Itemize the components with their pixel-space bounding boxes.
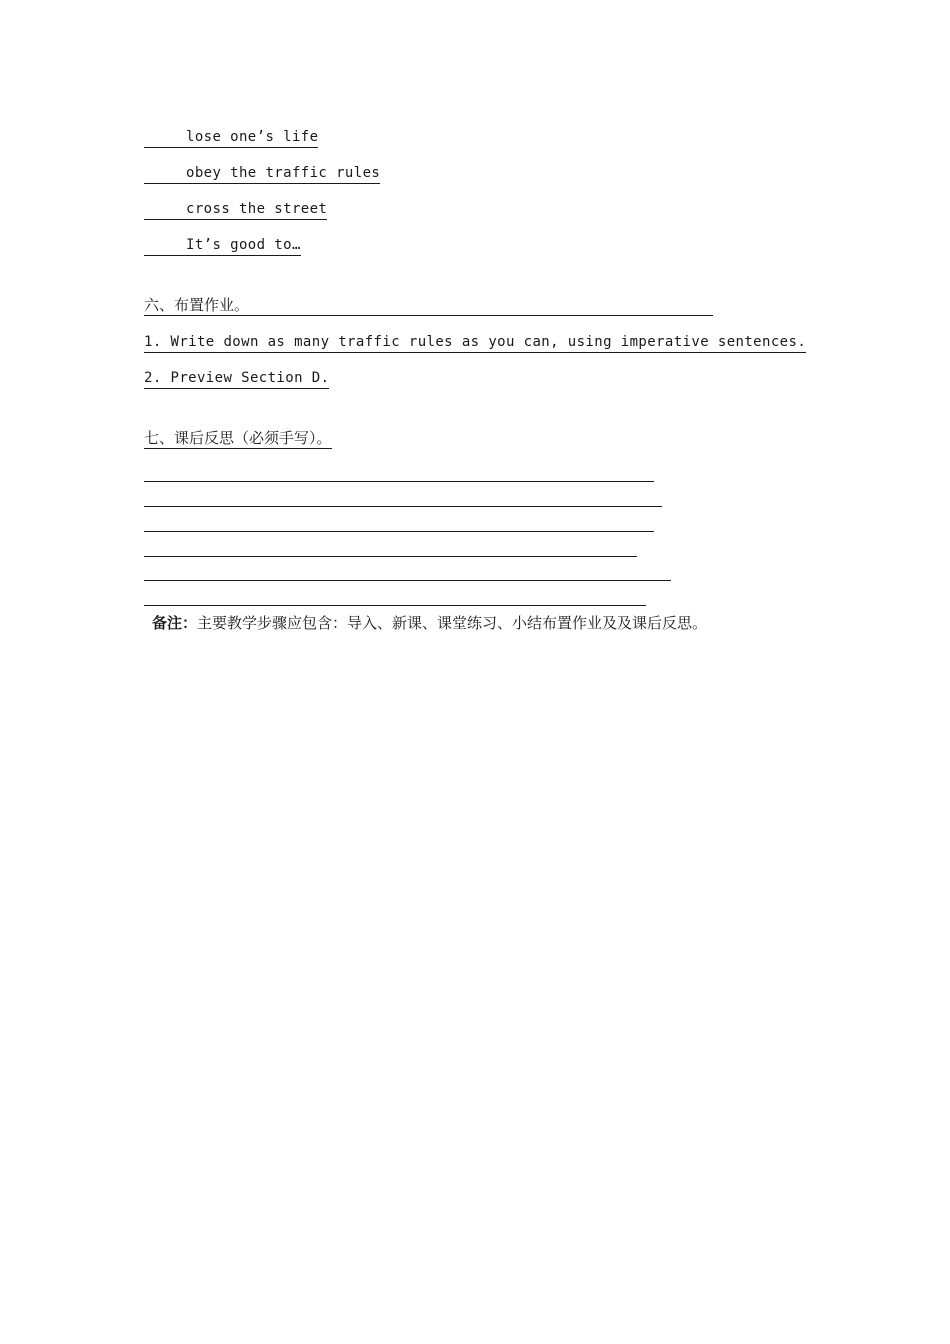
reflection-blank-line: [144, 580, 671, 581]
note: [152, 614, 707, 632]
reflection-heading: 七、课后反思（必须手写）。: [144, 429, 332, 447]
phrase-item: It’s good to…: [144, 236, 301, 256]
note-label: 备注：: [152, 614, 198, 632]
homework-item: 2. Preview Section D.: [144, 369, 329, 389]
reflection-blank-line: [144, 605, 646, 606]
homework-item: 1. Write down as many traffic rules as you can, using imperative sentences.: [144, 333, 806, 353]
reflection-blank-line: [144, 481, 654, 482]
note-text: 主要教学步骤应包含：导入、新课、课堂练习、小结布置作业及及课后反思。: [197, 614, 708, 632]
phrase-item: lose one’s life: [144, 128, 318, 148]
phrase-item: obey the traffic rules: [144, 164, 380, 184]
homework-heading: 六、布置作业。: [144, 296, 713, 316]
reflection-blank-line: [144, 506, 662, 507]
reflection-blank-line: [144, 531, 654, 532]
phrase-item: cross the street: [144, 200, 327, 220]
reflection-blank-line: [144, 556, 637, 557]
